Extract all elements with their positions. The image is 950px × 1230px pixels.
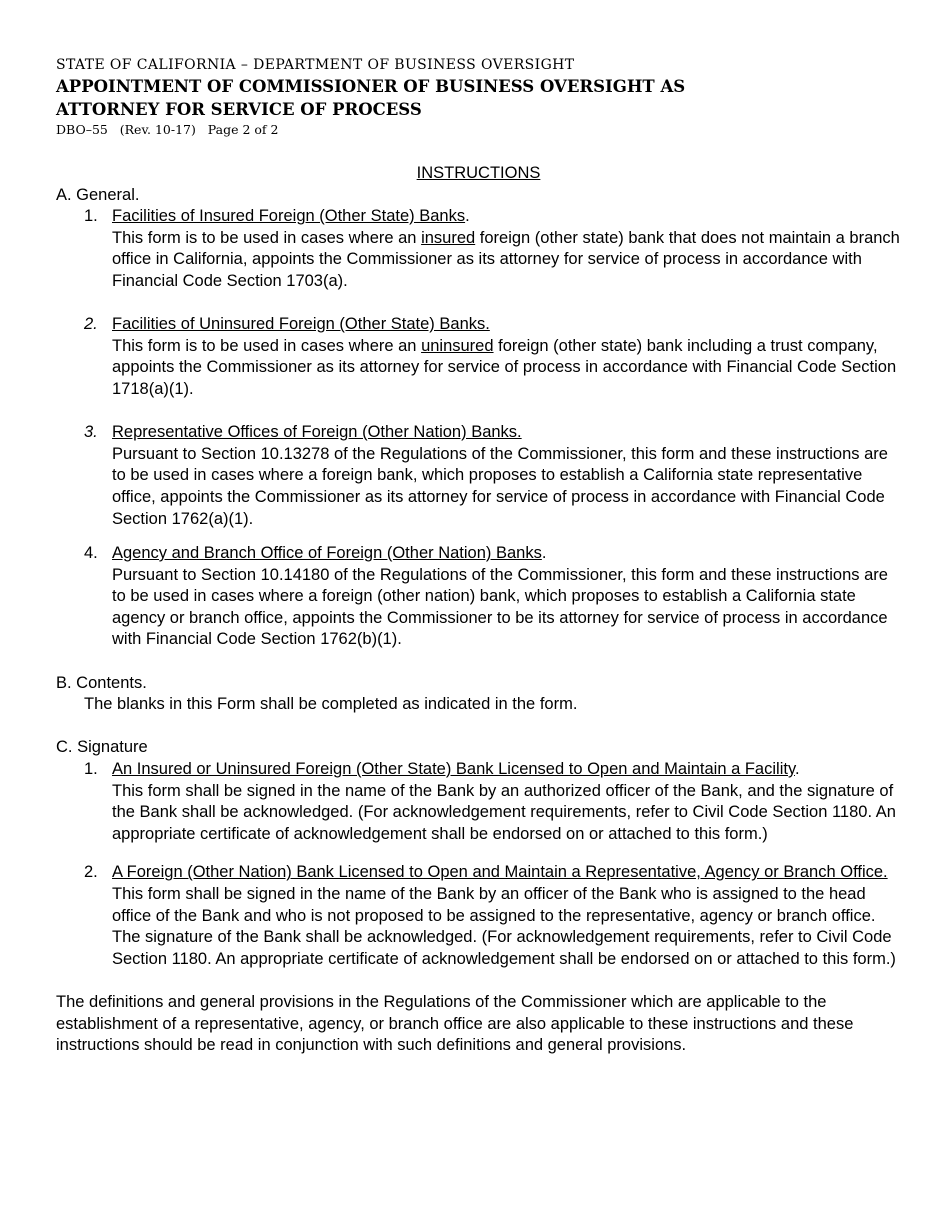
item-title: A Foreign (Other Nation) Bank Licensed to Open and Maintain a Representative, Agency or Branch Office. [112,863,888,882]
section-a-item-1 [56,206,901,292]
item-text: This form shall be signed in the name of the Bank by an officer of the Bank who is assigned to the head office of the Bank and who is not proposed to be assigned to the representative, agency or branch office. The signature of the Bank shall be acknowledged. (For acknowledgement requirements, refer to Civil Code Section 1180. An appropriate certificate of acknowledgement shall be endorsed on or attached to this form.) [112,885,896,968]
item-number: 4. [84,544,98,563]
item-number: 1. [84,207,98,226]
instructions-heading: INSTRUCTIONS [416,164,541,182]
item-number: 2. [84,863,98,882]
item-title: Representative Offices of Foreign (Other Nation) Banks. [112,423,522,442]
section-b [56,673,901,716]
section-a [56,185,901,651]
section-a-item-4 [56,543,901,651]
section-c-item-2 [56,862,901,970]
item-title: An Insured or Uninsured Foreign (Other State) Bank Licensed to Open and Maintain a Facility. [112,760,800,779]
item-text: Pursuant to Section 10.13278 of the Regulations of the Commissioner, this form and these instructions are to be used in cases where a foreign bank, which proposes to establish a California state representative office, appoints the Commissioner as its attorney for service of process in accordance with Financial Code Section 1762(a)(1). [112,444,888,528]
item-number: 2. [84,315,98,334]
item-number: 3. [84,423,98,442]
form-header [56,56,901,139]
form-number: DBO–55 (Rev. 10-17) Page 2 of 2 [56,122,279,137]
form-title-line-2: ATTORNEY FOR SERVICE OF PROCESS [56,100,422,119]
form-title-line-1: APPOINTMENT OF COMMISSIONER OF BUSINESS OVERSIGHT AS [56,77,686,96]
item-text: This form shall be signed in the name of the Bank by an authorized officer of the Bank, and the signature of the Bank shall be acknowledged. (For acknowledgement requirements, refer to Civil Code Section 1180. An appropriate certificate of acknowledgement shall be endorsed on or attached to this form.) [112,781,896,843]
instructions-body [56,163,901,1057]
item-text: Pursuant to Section 10.14180 of the Regulations of the Commissioner, this form and these instructions are to be used in cases where a foreign (other nation) bank, which proposes to establish a California state agency or branch office, appoints the Commissioner to be its attorney for service of process in accordance with Financial Code Section 1762(b)(1). [112,565,888,649]
section-c [56,737,901,970]
section-a-heading: A. General. [56,185,140,204]
closing-paragraph: The definitions and general provisions in the Regulations of the Commissioner which are applicable to the establishment of a representative, agency, or branch office are also applicable to these instructions and these instructions should be read in conjunction with such definitions and general provisions. [56,992,854,1055]
item-title: Facilities of Insured Foreign (Other State) Banks. [112,207,470,226]
section-c-item-1 [56,759,901,845]
section-a-item-3 [56,422,901,530]
section-b-heading: B. Contents. [56,673,147,692]
item-title: Agency and Branch Office of Foreign (Other Nation) Banks. [112,544,547,563]
section-c-heading: C. Signature [56,738,148,757]
section-a-item-2 [56,314,901,400]
item-number: 1. [84,760,98,779]
agency-name: STATE OF CALIFORNIA – DEPARTMENT OF BUSINESS OVERSIGHT [56,57,575,73]
item-title: Facilities of Uninsured Foreign (Other State) Banks. [112,315,490,334]
item-text: This form is to be used in cases where an insured foreign (other state) bank that does not maintain a branch office in California, appoints the Commissioner as its attorney for service of process in accordance with Financial Code Section 1703(a). [112,228,900,290]
item-text: This form is to be used in cases where an uninsured foreign (other state) bank including a trust company, appoints the Commissioner as its attorney for service of process in accordance with Financial Code Section 1718(a)(1). [112,336,897,398]
document-page [56,56,901,1057]
section-b-text: The blanks in this Form shall be completed as indicated in the form. [84,695,578,714]
